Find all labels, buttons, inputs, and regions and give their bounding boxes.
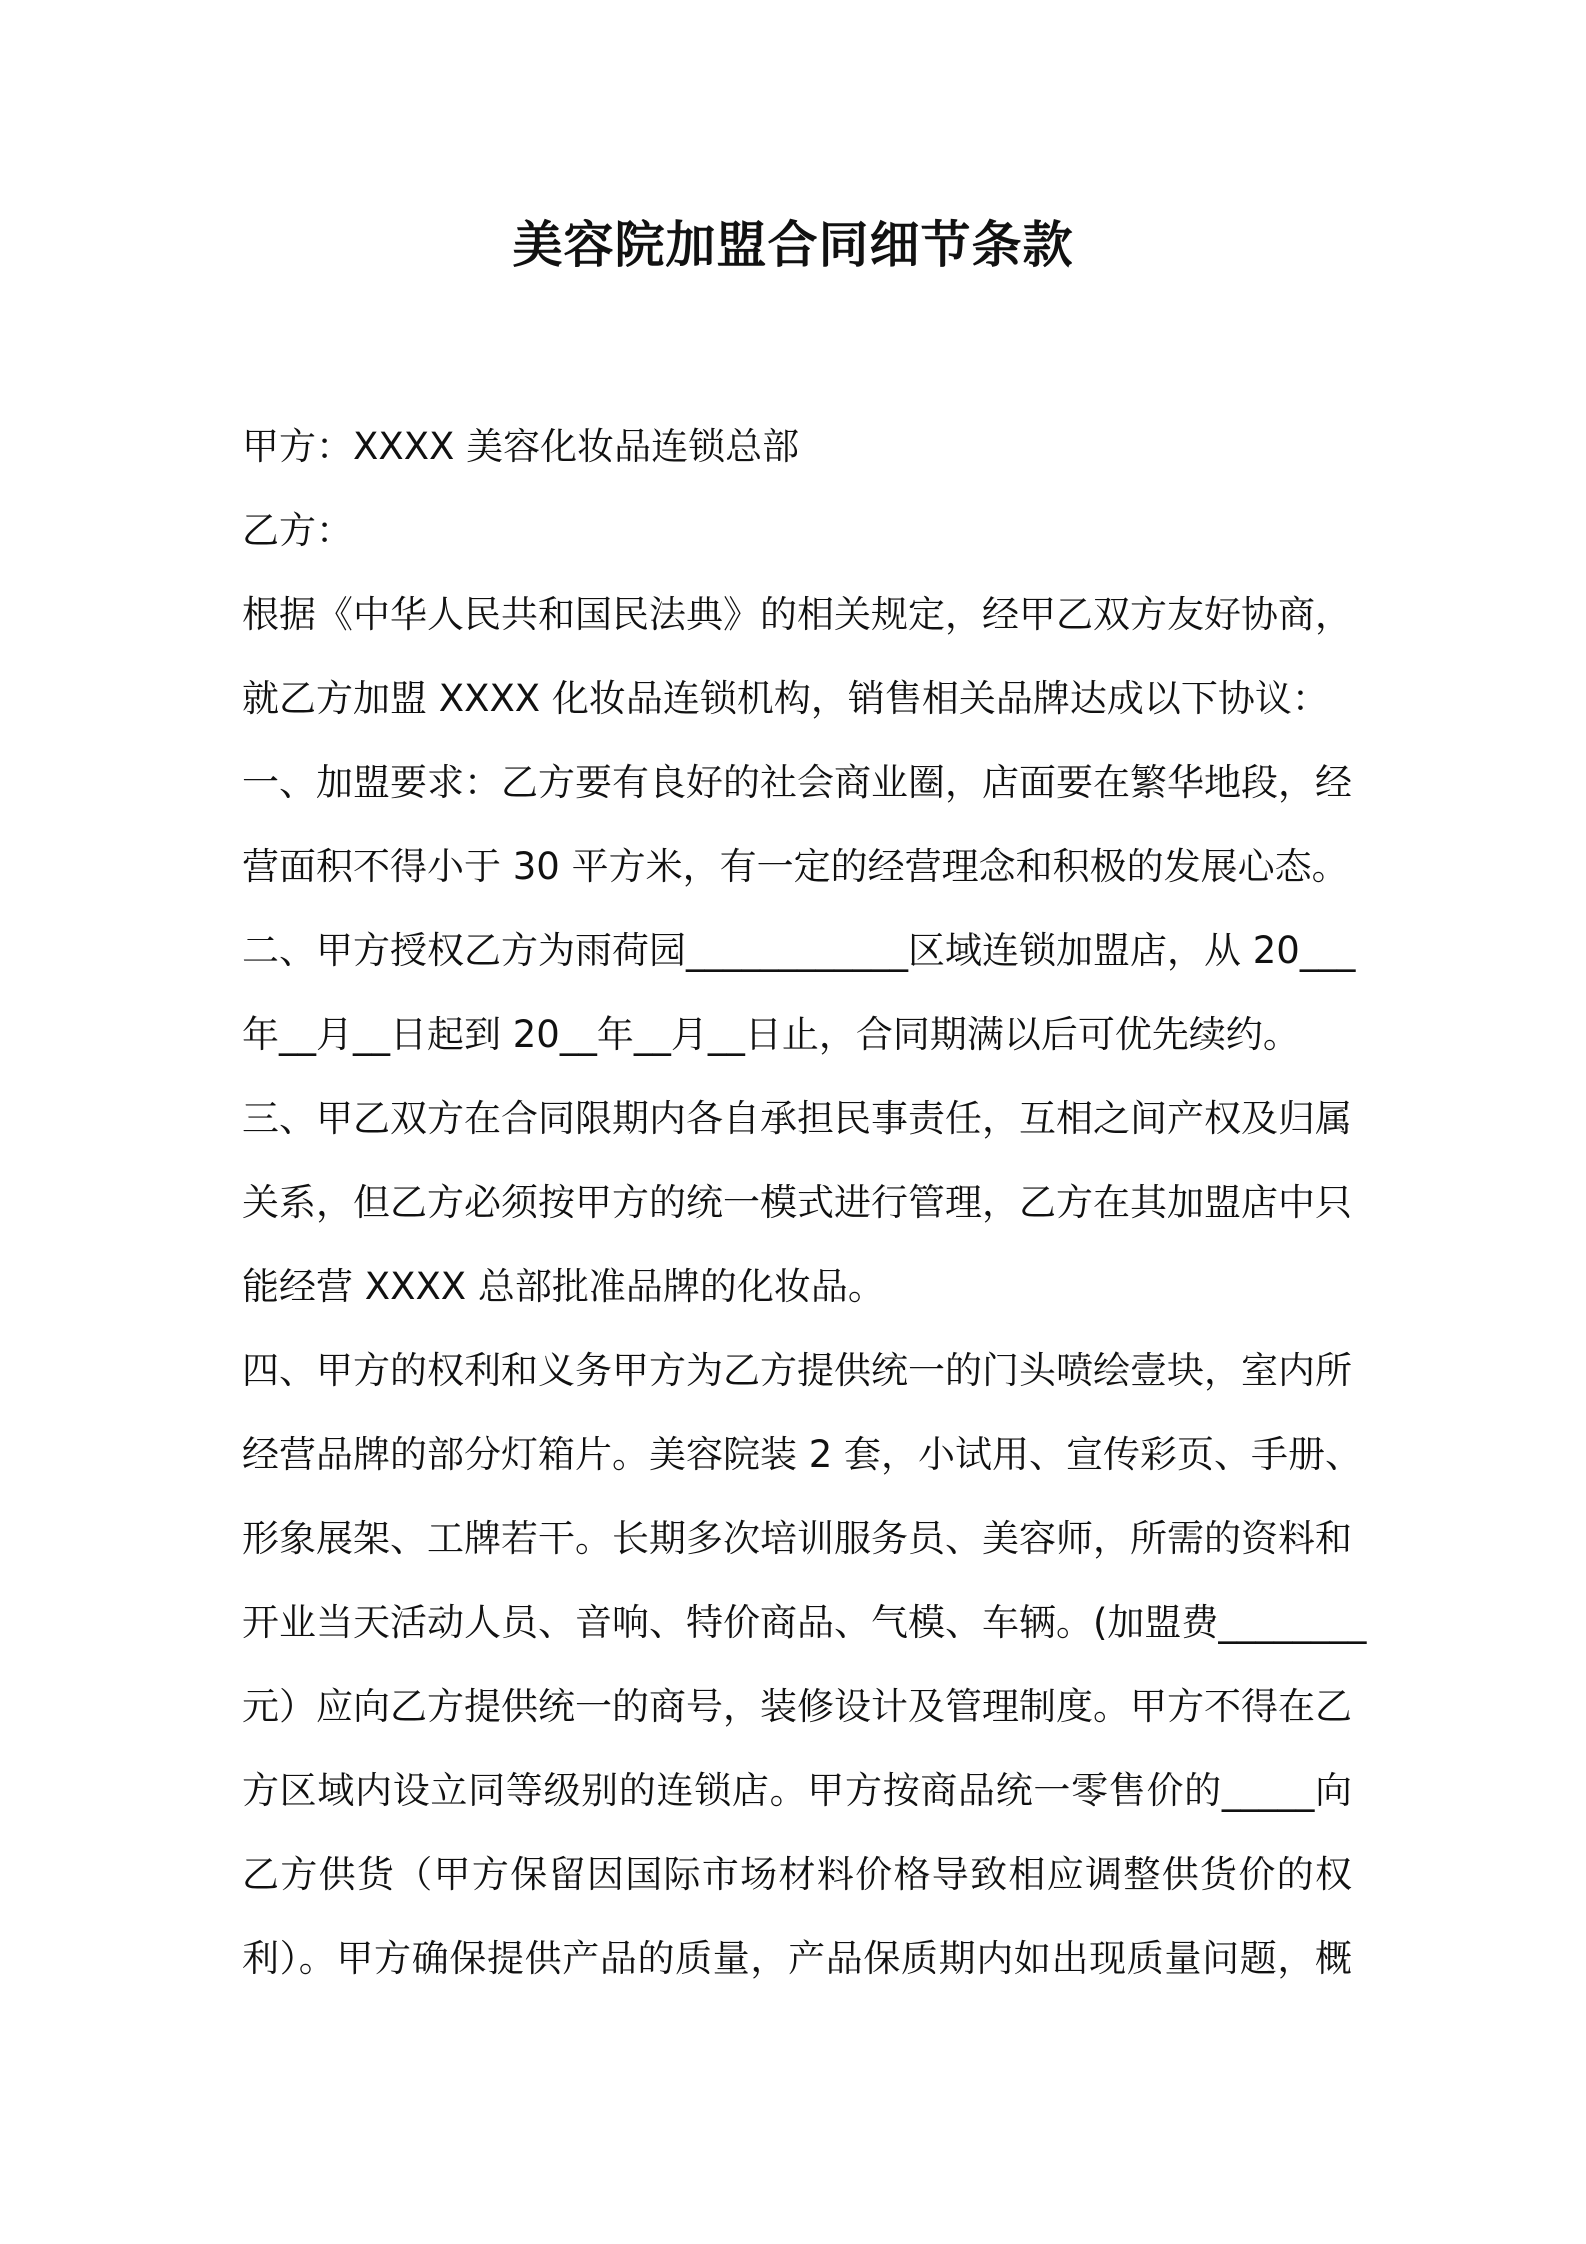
clause-1-line-2: 营面积不得小于 30 平方米，有一定的经营理念和积极的发展心态。 bbox=[242, 845, 1349, 888]
party-a-line: 甲方：XXXX 美容化妆品连锁总部 bbox=[242, 425, 800, 468]
clause-4-line-7: 乙方供货（甲方保留因国际市场材料价格导致相应调整供货价的权 bbox=[242, 1853, 1352, 1896]
document-body bbox=[242, 405, 1367, 2001]
clause-4-line-3: 形象展架、工牌若干。长期多次培训服务员、美容师，所需的资料和 bbox=[242, 1517, 1352, 1560]
clause-3-line-1: 三、甲乙双方在合同限期内各自承担民事责任，互相之间产权及归属 bbox=[242, 1097, 1352, 1140]
clause-4-line-5: 元）应向乙方提供统一的商号，装修设计及管理制度。甲方不得在乙 bbox=[242, 1685, 1352, 1728]
clause-3-line-2: 关系，但乙方必须按甲方的统一模式进行管理，乙方在其加盟店中只 bbox=[242, 1181, 1352, 1224]
clause-1-line-1: 一、加盟要求：乙方要有良好的社会商业圈，店面要在繁华地段，经 bbox=[242, 761, 1352, 804]
clause-3-line-3: 能经营 XXXX 总部批准品牌的化妆品。 bbox=[242, 1265, 885, 1308]
clause-4-line-4: 开业当天活动人员、音响、特价商品、气模、车辆。(加盟费________ bbox=[242, 1601, 1367, 1644]
clause-4-line-2: 经营品牌的部分灯箱片。美容院装 2 套，小试用、宣传彩页、手册、 bbox=[242, 1433, 1363, 1476]
clause-4-line-6: 方区域内设立同等级别的连锁店。甲方按商品统一零售价的_____向 bbox=[242, 1769, 1352, 1812]
party-b-line: 乙方： bbox=[242, 509, 353, 552]
document-title: 美容院加盟合同细节条款 bbox=[512, 216, 1074, 274]
clause-2-line-2: 年__月__日起到 20__年__月__日止，合同期满以后可优先续约。 bbox=[242, 1013, 1300, 1056]
preamble-line-1: 根据《中华人民共和国民法典》的相关规定，经甲乙双方友好协商， bbox=[242, 593, 1352, 636]
preamble-line-2: 就乙方加盟 XXXX 化妆品连锁机构，销售相关品牌达成以下协议： bbox=[242, 677, 1329, 720]
clause-4-line-1: 四、甲方的权利和义务甲方为乙方提供统一的门头喷绘壹块，室内所 bbox=[242, 1349, 1352, 1392]
clause-2-line-1: 二、甲方授权乙方为雨荷园____________区域连锁加盟店，从 20___ bbox=[242, 929, 1356, 972]
clause-4-line-8: 利）。甲方确保提供产品的质量，产品保质期内如出现质量问题，概 bbox=[242, 1937, 1352, 1980]
